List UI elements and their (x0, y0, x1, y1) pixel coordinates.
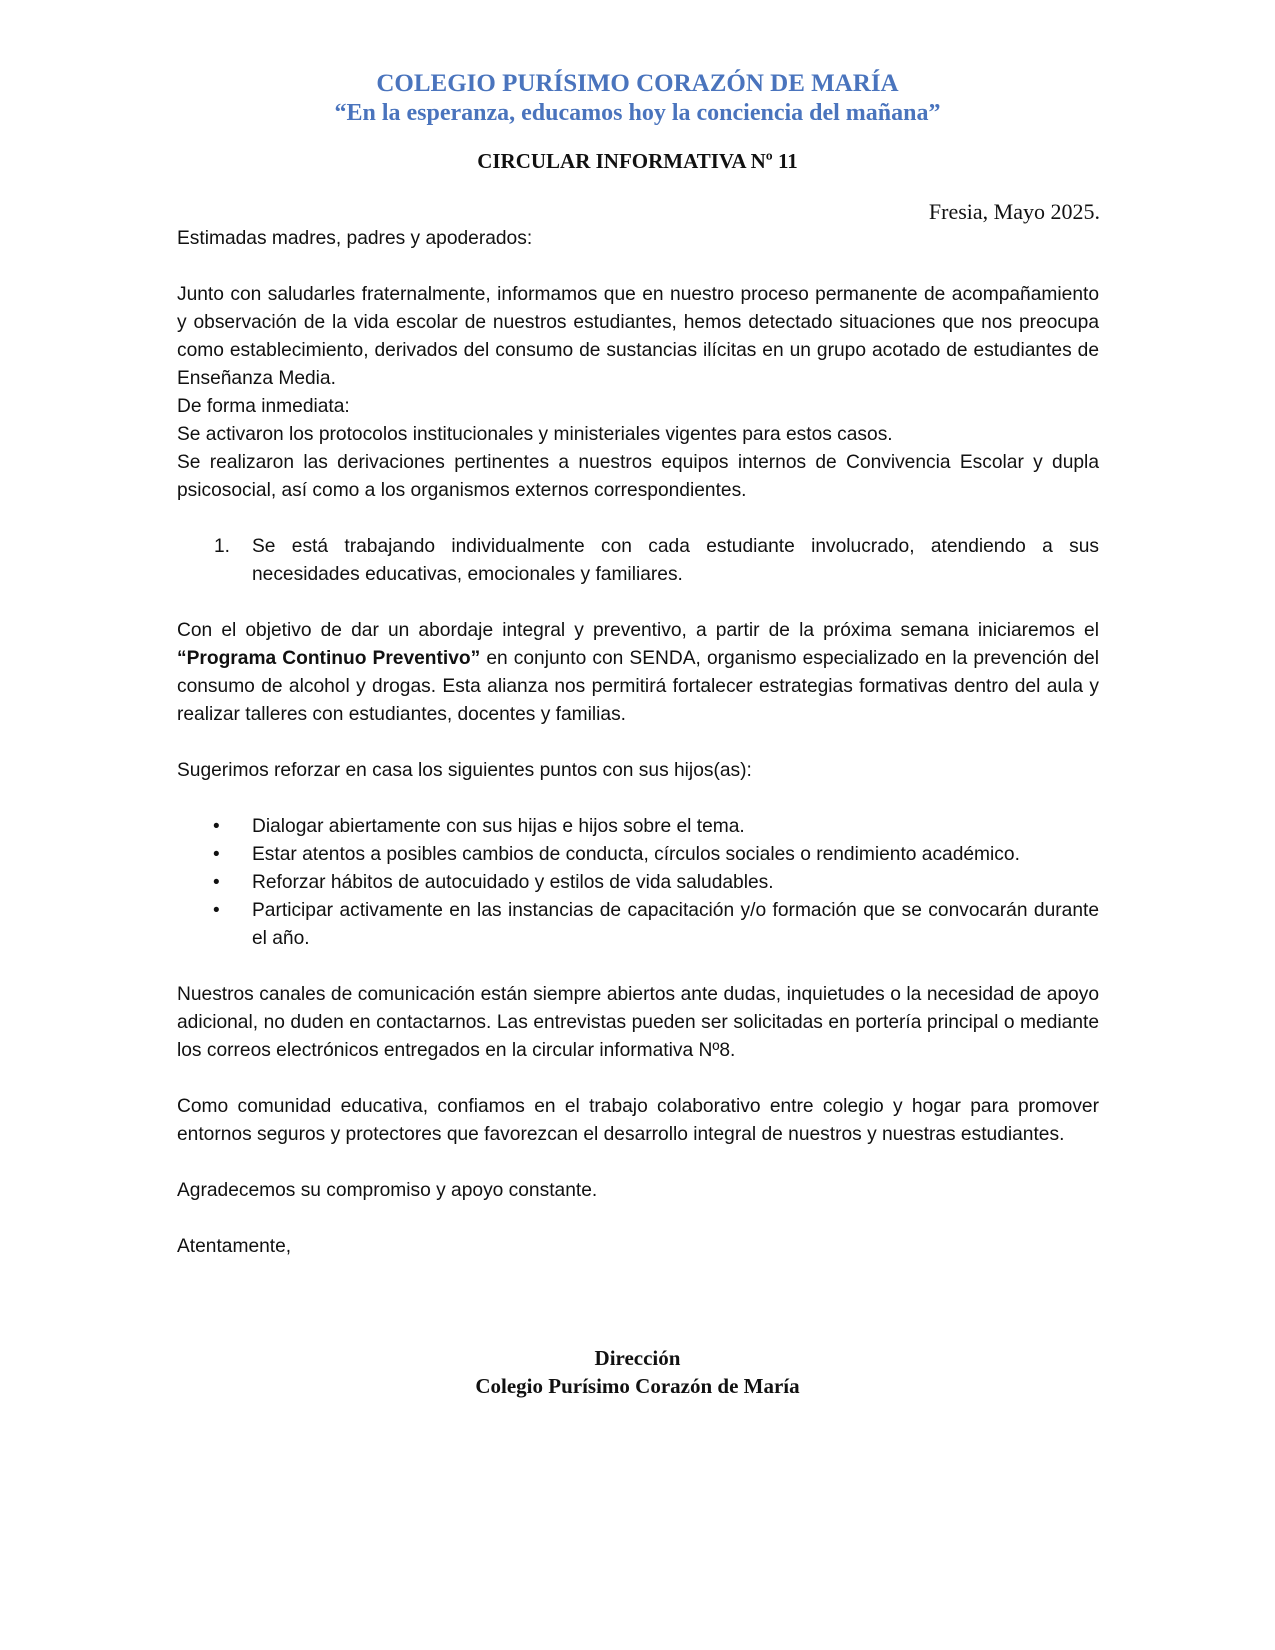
bullet-text: Estar atentos a posibles cambios de conducta, círculos sociales o rendimiento académico. (252, 844, 1020, 865)
letter-body (177, 225, 1099, 1261)
spacer (177, 253, 1099, 281)
intro-paragraph: Junto con saludarles fraternalmente, informamos que en nuestro proceso permanente de acompañamiento y observación de la vida escolar de nuestros estudiantes, hemos detectado situaciones que nos preocupa como establecimiento, derivados del consumo de sustancias ilícitas en un grupo acotado de estudiantes de Enseñanza Media. (177, 284, 1099, 389)
circular-title: CIRCULAR INFORMATIVA Nº 11 (477, 149, 798, 173)
community-paragraph: Como comunidad educativa, confiamos en el trabajo colaborativo entre colegio y hogar para promover entornos seguros y protectores que favorezcan el desarrollo integral de nuestros y nuestras estudiantes. (177, 1096, 1099, 1145)
bullet-text: Dialogar abiertamente con sus hijas e hijos sobre el tema. (252, 816, 745, 837)
list-item-text: Se está trabajando individualmente con cada estudiante involucrado, atendiendo a sus necesidades educativas, emocionales y familiares. (252, 536, 1099, 585)
bullet-icon: • (213, 900, 220, 921)
immediate-heading: De forma inmediata: (177, 396, 350, 417)
spacer (177, 953, 1099, 981)
bullet-item (177, 841, 1099, 869)
bullet-text: Reforzar hábitos de autocuidado y estilos de vida saludables. (252, 872, 774, 893)
spacer (177, 505, 1099, 533)
signature-block (0, 1344, 1275, 1400)
numbered-list-item (177, 533, 1099, 589)
bullet-item (177, 897, 1099, 953)
immediate-action-2: Se realizaron las derivaciones pertinentes a nuestros equipos internos de Convivencia Escolar y dupla psicosocial, así como a los organismos externos correspondientes. (177, 452, 1099, 501)
closing-line: Atentamente, (177, 1236, 292, 1257)
bullet-icon: • (213, 872, 220, 893)
immediate-action-1: Se activaron los protocolos institucionales y ministeriales vigentes para estos casos. (177, 424, 893, 445)
thanks-line: Agradecemos su compromiso y apoyo constante. (177, 1180, 598, 1201)
program-name: “Programa Continuo Preventivo” (177, 648, 481, 669)
signature-title: Dirección (594, 1346, 681, 1370)
school-motto: “En la esperanza, educamos hoy la conciencia del mañana” (334, 100, 941, 126)
greeting: Estimadas madres, padres y apoderados: (177, 228, 533, 249)
place-date: Fresia, Mayo 2025. (928, 199, 1100, 224)
spacer (177, 1149, 1099, 1177)
school-name: COLEGIO PURÍSIMO CORAZÓN DE MARÍA (376, 70, 899, 97)
spacer (177, 1065, 1099, 1093)
list-number: 1. (214, 536, 231, 557)
bullet-icon: • (213, 844, 220, 865)
spacer (177, 785, 1099, 813)
program-paragraph (177, 617, 1099, 729)
program-text-after: en conjunto con SENDA, organismo especializado en la prevención del consumo de alcohol y drogas. Esta alianza nos permitirá fortalecer estrategias formativas dentro del aula y realizar talleres con estudiantes, docentes y familias. (177, 648, 1099, 725)
spacer (177, 589, 1099, 617)
bullet-item (177, 813, 1099, 841)
channels-paragraph: Nuestros canales de comunicación están siempre abiertos ante dudas, inquietudes o la necesidad de apoyo adicional, no duden en contactarnos. Las entrevistas pueden ser solicitadas en portería principal o mediante los correos electrónicos entregados en la circular informativa Nº8. (177, 984, 1099, 1061)
bullet-text: Participar activamente en las instancias de capacitación y/o formación que se convocarán durante el año. (252, 900, 1099, 949)
suggest-heading: Sugerimos reforzar en casa los siguientes puntos con sus hijos(as): (177, 760, 752, 781)
bullet-icon: • (213, 816, 220, 837)
signature-institution: Colegio Purísimo Corazón de María (475, 1374, 800, 1398)
spacer (177, 1205, 1099, 1233)
program-text-before: Con el objetivo de dar un abordaje integral y preventivo, a partir de la próxima semana iniciaremos el (177, 620, 1099, 641)
spacer (177, 729, 1099, 757)
bullet-item (177, 869, 1099, 897)
